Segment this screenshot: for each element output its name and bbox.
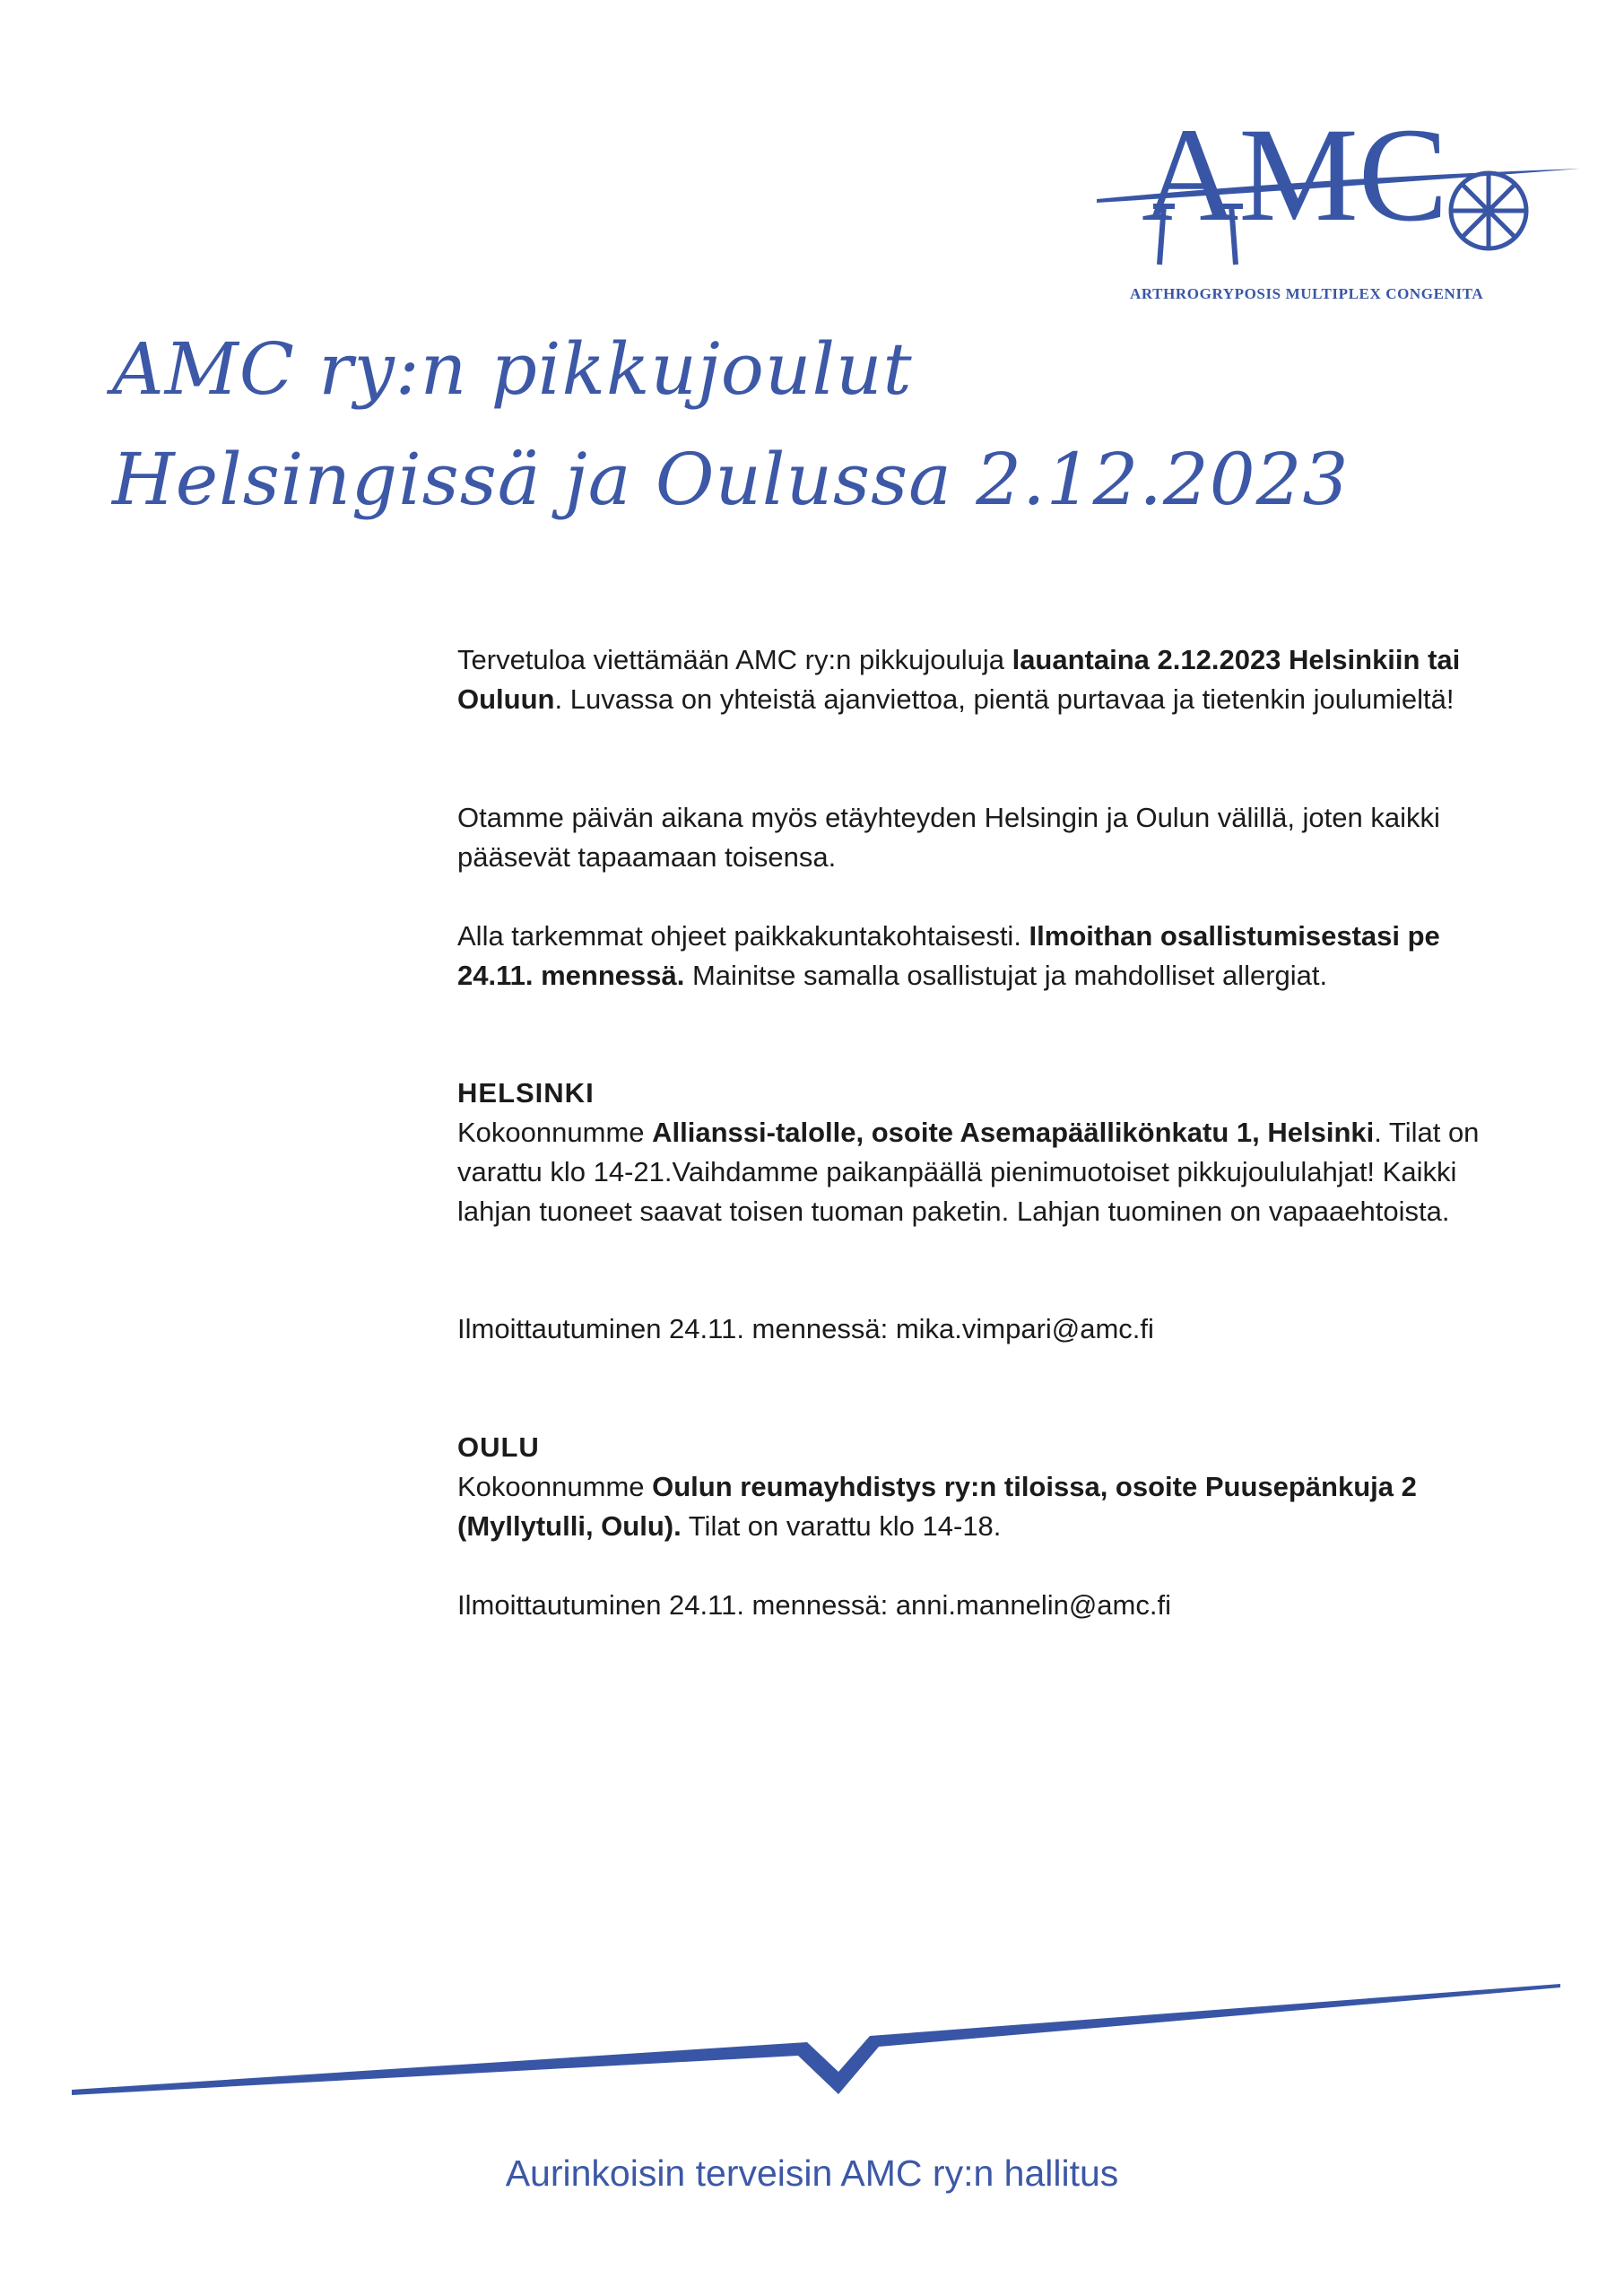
intro-text: Mainitse samalla osallistujat ja mahdolliset allergiat. [684,960,1328,991]
oulu-venue: Oulun reumayhdistys ry:n tiloissa, osoite Puusepänkuja 2 (Myllytulli, Oulu). [457,1471,1417,1542]
signup-label: Ilmoittautuminen 24.11. mennessä: [457,1313,896,1344]
helsinki-text: . Tilat on varattu klo 14-21.Vaihdamme paikanpäällä pienimuotoiset pikkujoululahjat! Kaikki lahjan tuoneet saavat toisen tuoman paketin. Lahjan tuominen on vapaaehtoista. [457,1117,1480,1227]
event-date-highlight: lauantaina 2.12.2023 Helsinkiin tai Ouluun [457,644,1461,715]
intro-text: . Luvassa on yhteistä ajanviettoa, pientä purtavaa ja tietenkin joulumieltä! [554,683,1455,715]
oulu-text: Tilat on varattu klo 14-18. [681,1510,1002,1542]
oulu-signup [457,1586,1515,1625]
helsinki-venue: Allianssi-talolle, osoite Asemapäällikönkatu 1, Helsinki [652,1117,1375,1148]
logo-tagline: ARTHROGRYPOSIS MULTIPLEX CONGENITA [1130,285,1484,302]
helsinki-signup [457,1309,1515,1349]
intro-paragraph-1 [457,640,1515,719]
oulu-section [457,1428,1515,1546]
amc-logo [1092,99,1585,314]
intro-paragraph-2-block [457,798,1515,877]
amc-logo-graphic [1092,99,1585,314]
helsinki-details [457,1113,1515,1231]
helsinki-email-link[interactable]: mika.vimpari@amc.fi [895,1313,1154,1344]
intro-text: Tervetuloa viettämään AMC ry:n pikkujouluja [457,644,1012,675]
oulu-text: Kokoonnumme [457,1471,653,1502]
intro-paragraph-2: Otamme päivän aikana myös etäyhteyden Helsingin ja Oulun välillä, joten kaikki pääsevät tapaamaan toisensa. [457,802,1440,873]
helsinki-section [457,1074,1515,1231]
helsinki-heading: HELSINKI [457,1077,595,1109]
wheelchair-icon [1451,173,1526,248]
signup-label: Ilmoittautuminen 24.11. mennessä: [457,1589,896,1621]
oulu-heading: OULU [457,1431,540,1463]
intro-text: Alla tarkemmat ohjeet paikkakuntakohtaisesti. [457,920,1029,952]
intro-paragraph-3 [457,917,1515,996]
intro-section [457,640,1515,719]
page-title-line-1: AMC ry:n pikkujoulut [112,327,913,411]
oulu-details [457,1467,1515,1546]
deadline-highlight: Ilmoithan osallistumisestasi pe 24.11. mennessä. [457,920,1440,991]
intro-paragraph-3-block [457,917,1515,996]
decorative-swoosh [72,1973,1560,2117]
helsinki-text: Kokoonnumme [457,1117,653,1148]
page-title-line-2: Helsingissä ja Oulussa 2.12.2023 [112,438,1350,521]
oulu-email-link[interactable]: anni.mannelin@amc.fi [895,1589,1171,1621]
logo-letters: AMC [1142,100,1448,249]
footer-signature: Aurinkoisin terveisin AMC ry:n hallitus [505,2152,1119,2194]
